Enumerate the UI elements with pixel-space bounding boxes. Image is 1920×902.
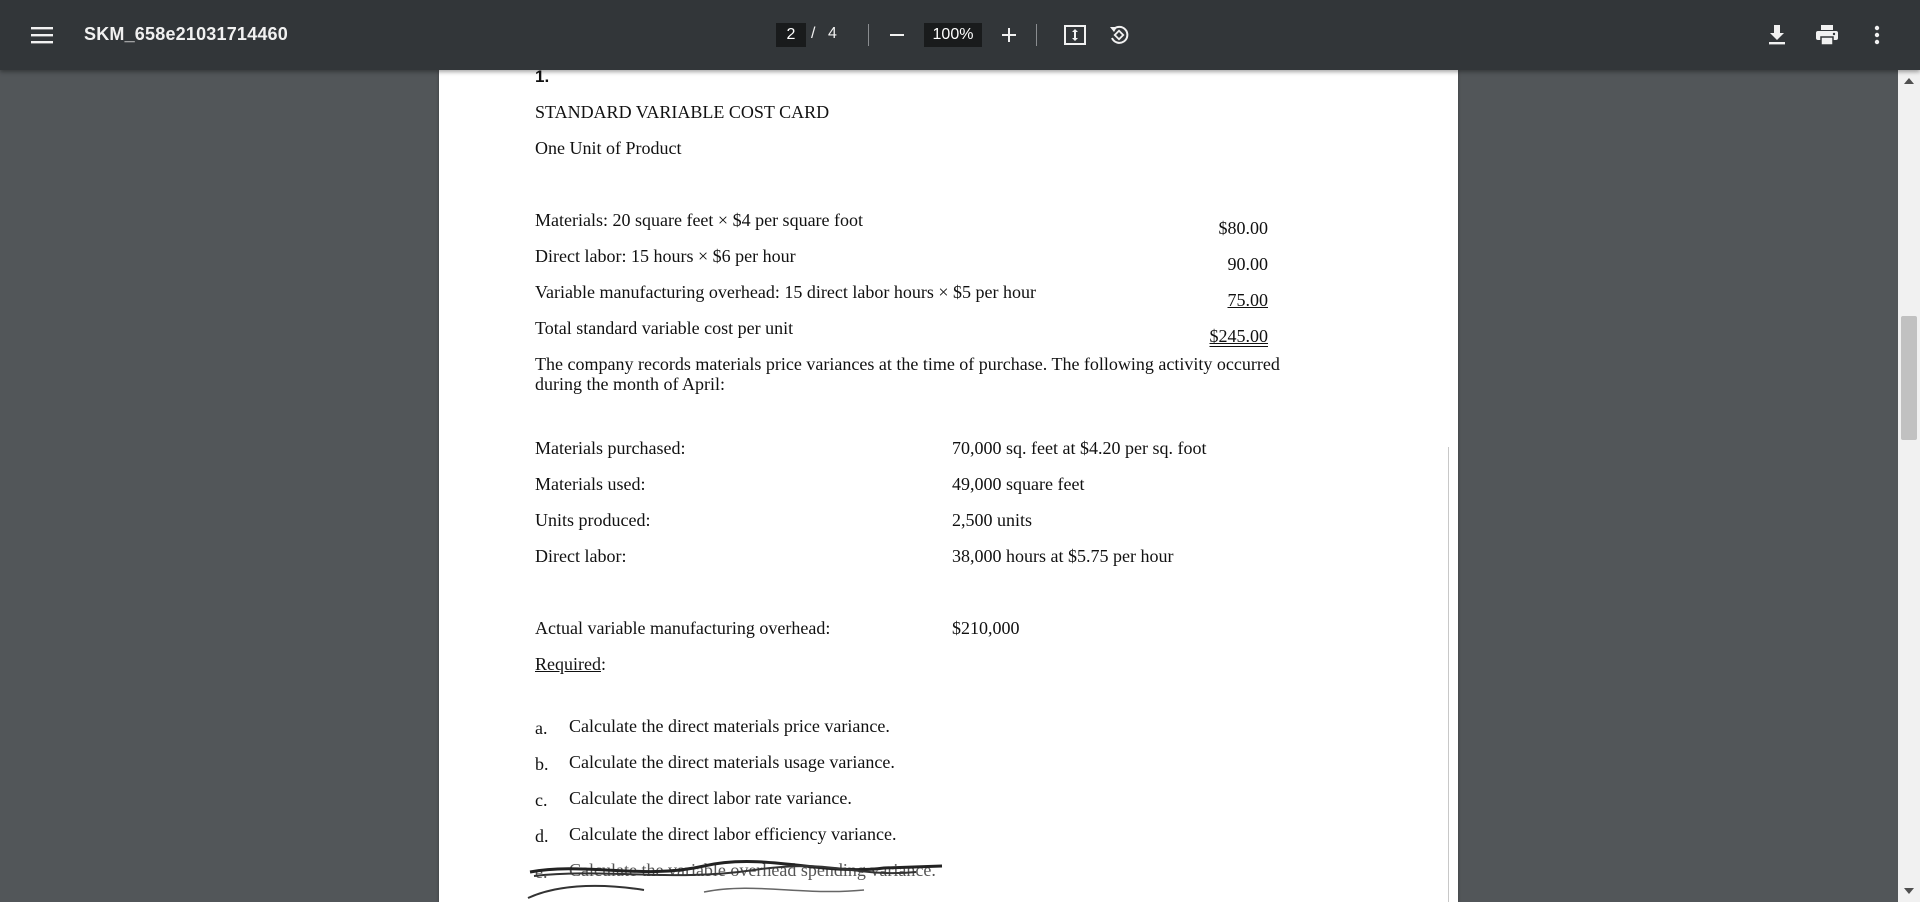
required-label: Required [535, 654, 601, 674]
rotate-button[interactable] [1099, 15, 1139, 55]
more-vert-icon [1874, 25, 1880, 45]
required-colon: : [600, 654, 606, 674]
print-icon [1816, 25, 1838, 45]
cost-line-label: Materials: 20 square feet × $4 per square foot [535, 210, 864, 230]
scribble-strikethrough [524, 852, 944, 902]
task-letter: e. [535, 862, 548, 882]
menu-button[interactable] [22, 15, 62, 55]
zoom-level-input[interactable]: 100% [924, 23, 982, 47]
toolbar-divider [1036, 24, 1037, 46]
zoom-in-icon [1001, 27, 1017, 43]
scrollbar-thumb[interactable] [1901, 316, 1917, 440]
scroll-down-arrow-icon[interactable] [1904, 888, 1914, 894]
task-letter: b. [535, 754, 549, 774]
total-pages: 4 [828, 25, 837, 42]
pdf-page [439, 70, 1458, 902]
fit-page-icon [1064, 25, 1086, 45]
cost-line-label: Direct labor: 15 hours × $6 per hour [535, 246, 796, 266]
total-cost-amount: $245.00 [1209, 326, 1268, 346]
zoom-in-button[interactable] [989, 15, 1029, 55]
paragraph-line: during the month of April: [535, 374, 725, 394]
fit-page-button[interactable] [1055, 15, 1095, 55]
activity-value: 70,000 sq. feet at $4.20 per sq. foot [952, 438, 1207, 458]
required-heading [535, 654, 606, 675]
activity-value: 38,000 hours at $5.75 per hour [952, 546, 1174, 566]
problem-number: 1. [535, 70, 550, 86]
zoom-out-icon [889, 27, 905, 43]
pdf-toolbar [0, 0, 1920, 70]
cost-line-label: Variable manufacturing overhead: 15 direct labor hours × $5 per hour [535, 282, 1036, 302]
cost-line-amount: 75.00 [1227, 290, 1268, 310]
download-icon [1768, 25, 1786, 45]
scroll-up-arrow-icon[interactable] [1904, 78, 1914, 84]
page-separator: / [811, 25, 816, 42]
document-title: SKM_658e21031714460 [84, 24, 288, 44]
task-text: Calculate the direct labor efficiency variance. [569, 824, 897, 844]
cost-line-label: Total standard variable cost per unit [535, 318, 794, 338]
cost-line-amount: 90.00 [1227, 254, 1268, 274]
overhead-value: $210,000 [952, 618, 1020, 638]
task-text-crossed: Calculate the variable overhead spending variance. [569, 860, 936, 880]
more-options-button[interactable] [1857, 15, 1897, 55]
download-button[interactable] [1757, 15, 1797, 55]
paragraph-line: The company records materials price variances at the time of purchase. The following activity occurred [535, 354, 1280, 374]
cost-card-subtitle: One Unit of Product [535, 138, 682, 158]
activity-value: 49,000 square feet [952, 474, 1085, 494]
cost-line-amount: $80.00 [1218, 218, 1268, 238]
task-letter: d. [535, 826, 549, 846]
print-button[interactable] [1807, 15, 1847, 55]
rotate-icon [1108, 24, 1130, 46]
task-letter: a. [535, 718, 548, 738]
activity-label: Direct labor: [535, 546, 627, 566]
vertical-scrollbar[interactable] [1898, 70, 1920, 902]
activity-value: 2,500 units [952, 510, 1033, 530]
activity-label: Units produced: [535, 510, 651, 530]
cost-card-title: STANDARD VARIABLE COST CARD [535, 102, 830, 122]
menu-icon [31, 26, 53, 44]
page-number-input[interactable]: 2 [776, 23, 806, 47]
activity-label: Materials purchased: [535, 438, 686, 458]
task-letter: c. [535, 790, 548, 810]
toolbar-divider [868, 24, 869, 46]
page-fold-line [1448, 447, 1449, 902]
task-text: Calculate the direct materials usage variance. [569, 752, 895, 772]
overhead-label: Actual variable manufacturing overhead: [535, 618, 831, 638]
zoom-out-button[interactable] [877, 15, 917, 55]
task-text: Calculate the direct labor rate variance. [569, 788, 852, 808]
task-text: Calculate the direct materials price variance. [569, 716, 890, 736]
activity-label: Materials used: [535, 474, 646, 494]
